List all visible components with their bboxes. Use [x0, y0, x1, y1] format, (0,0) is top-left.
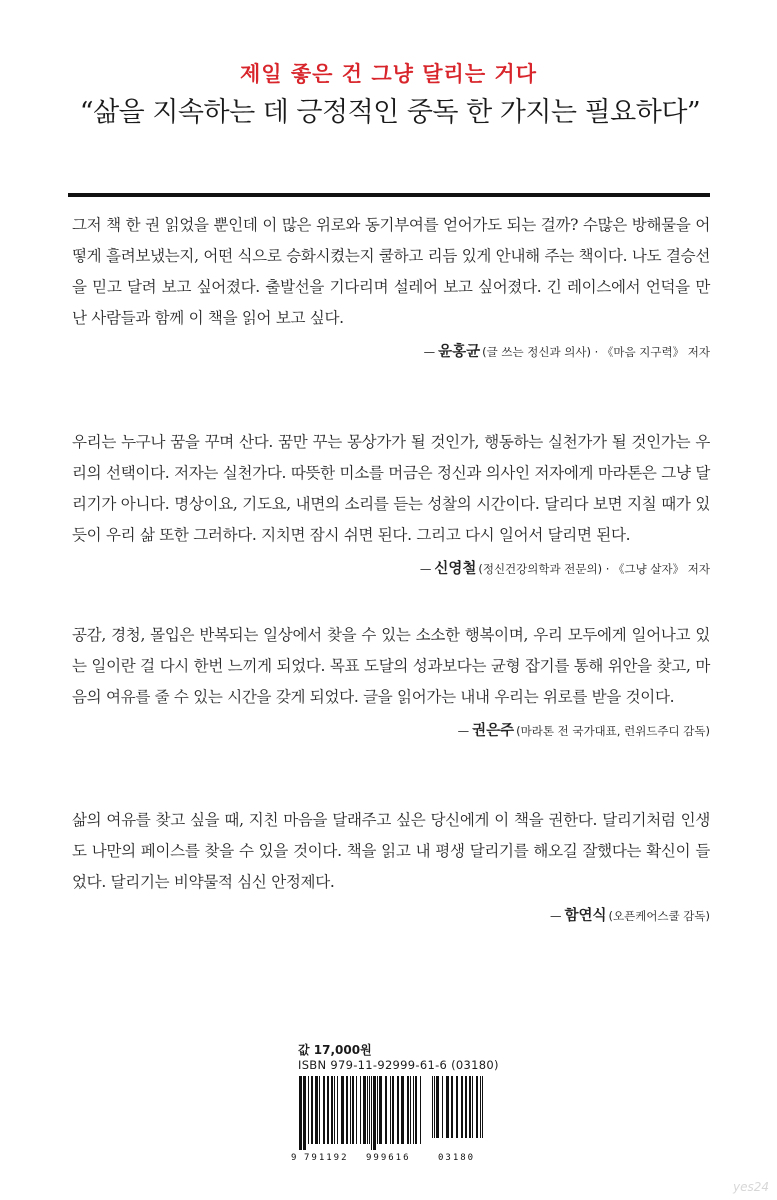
barcode-bar [442, 1076, 443, 1138]
barcode-bar [434, 1076, 435, 1138]
barcode-bar [401, 1076, 404, 1144]
isbn-barcode [290, 1076, 490, 1162]
barcode-bar [436, 1076, 439, 1138]
barcode-bar [311, 1076, 313, 1144]
review-text: 우리는 누구나 꿈을 꾸며 산다. 꿈만 꾸는 몽상가가 될 것인가, 행동하는 실천가가 될 것인가는 우리의 선택이다. 저자는 실천가다. 따뜻한 미소를 머금은 정신과 의사인 저자에게 마라톤은 그냥 달리기가 아니다. 명상이요, 기도요, 내면의 소리를 듣는 성찰의 시간이다. 달리다 보면 지칠 때가 있듯이 우리 삶 또한 그러하다. 지치면 잠시 쉬면 된다. 그리고 다시 일어서 달리면 된다. [72, 433, 710, 544]
barcode-bar [360, 1076, 361, 1144]
price-label: 값 17,000원 [298, 1043, 372, 1057]
barcode-addon-digits: 03180 [438, 1153, 476, 1162]
reviewer-name: 함연식 [564, 908, 607, 924]
barcode-bar [356, 1076, 357, 1144]
barcode-bar [456, 1076, 458, 1138]
barcode-bar [363, 1076, 366, 1144]
review-4 [72, 805, 710, 925]
barcode-bar [482, 1076, 483, 1138]
barcode-bar [377, 1076, 378, 1144]
barcode-bar [432, 1076, 433, 1138]
reviewer-credit: (오픈케어스쿨 감독) [608, 909, 710, 923]
review-3 [72, 620, 710, 740]
barcode-bar [299, 1076, 302, 1150]
barcode-bar [315, 1076, 318, 1144]
barcode-right-digits: 999616 [366, 1153, 411, 1162]
barcode-bar [373, 1076, 376, 1150]
barcode-bar [472, 1076, 473, 1138]
review-attribution [72, 719, 710, 740]
review-2 [72, 427, 710, 578]
reviewer-name: 신영철 [434, 561, 477, 577]
price-block [298, 1043, 528, 1073]
barcode-bar [420, 1076, 421, 1144]
attribution-dash: — [419, 562, 432, 576]
attribution-dash: — [549, 909, 562, 923]
reviewer-name: 윤홍균 [438, 344, 481, 360]
barcode-lead-digit: 9 [291, 1153, 297, 1162]
barcode-bar [367, 1076, 368, 1144]
review-1 [72, 210, 710, 361]
barcode-bar [327, 1076, 329, 1144]
isbn-label: ISBN 979-11-92999-61-6 (03180) [298, 1058, 499, 1072]
barcode-bar [352, 1076, 354, 1144]
barcode-bar [480, 1076, 481, 1138]
barcode-bar [410, 1076, 411, 1144]
barcode-bar [392, 1076, 394, 1144]
review-text: 삶의 여유를 찾고 싶을 때, 지친 마음을 달래주고 싶은 당신에게 이 책을 권한다. 달리기처럼 인생도 나만의 페이스를 찾을 수 있을 것이다. 책을 읽고 내 평생 달리기를 해오길 잘했다는 확신이 들었다. 달리기는 비약물적 심신 안정제다. [72, 811, 710, 891]
barcode-bar [369, 1076, 370, 1144]
barcode-bar [469, 1076, 471, 1138]
barcode-bar [337, 1076, 338, 1144]
barcode-bar [407, 1076, 409, 1144]
barcode-bar [331, 1076, 333, 1144]
barcode-bar [303, 1076, 306, 1150]
review-text: 그저 책 한 권 읽었을 뿐인데 이 많은 위로와 동기부여를 얻어가도 되는 걸까? 수많은 방해물을 어떻게 흘려보냈는지, 어떤 식으로 승화시켰는지 쿨하고 리듬 있게 안내해 주는 책이다. 나도 결승선을 믿고 달려 보고 싶어졌다. 출발선을 기다리며 설레어 보고 싶어졌다. 긴 레이스에서 언덕을 만난 사람들과 함께 이 책을 읽어 보고 싶다. [72, 216, 710, 327]
barcode-bar [371, 1076, 372, 1150]
reviewer-name: 권은주 [472, 723, 515, 739]
barcode-main-bars [299, 1076, 421, 1150]
barcode-bar [461, 1076, 463, 1138]
watermark-logo: yes24 [732, 1180, 769, 1194]
barcode-bar [413, 1076, 414, 1144]
barcode-left-digits: 791192 [304, 1153, 349, 1162]
attribution-dash: — [457, 724, 470, 738]
barcode-bar [323, 1076, 325, 1144]
barcode-bar [341, 1076, 344, 1144]
barcode-bar [308, 1076, 309, 1144]
reviewer-credit: (글 쓰는 정신과 의사) · 《마음 지구력》 저자 [482, 345, 710, 359]
attribution-dash: — [423, 345, 436, 359]
barcode-bar [350, 1076, 351, 1144]
barcode-bar [465, 1076, 467, 1138]
barcode-bar [379, 1076, 382, 1144]
review-attribution [72, 340, 710, 361]
barcode-bar [397, 1076, 399, 1144]
review-attribution [72, 557, 710, 578]
review-attribution [72, 904, 710, 925]
barcode-bar [451, 1076, 453, 1138]
barcode-bar [415, 1076, 417, 1144]
barcode-bar [334, 1076, 335, 1144]
barcode-bar [385, 1076, 387, 1144]
reviewer-credit: (마라톤 전 국가대표, 런위드주디 감독) [516, 724, 710, 738]
barcode-bar [476, 1076, 478, 1138]
barcode-addon-bars [432, 1076, 483, 1138]
barcode-bar [446, 1076, 449, 1138]
barcode-bar [346, 1076, 348, 1144]
reviewer-credit: (정신건강의학과 전문의) · 《그냥 살자》 저자 [478, 562, 710, 576]
barcode-bar [390, 1076, 391, 1144]
barcode-bar [319, 1076, 320, 1144]
review-text: 공감, 경청, 몰입은 반복되는 일상에서 찾을 수 있는 소소한 행복이며, 우리 모두에게 일어나고 있는 일이란 걸 다시 한번 느끼게 되었다. 목표 도달의 성과보다는 균형 잡기를 통해 위안을 찾고, 마음의 여유를 줄 수 있는 시간을 갖게 되었다. 글을 읽어가는 내내 우리는 위로를 받을 것이다. [72, 626, 710, 706]
divider-rule [68, 193, 710, 197]
headline-quote: “삶을 지속하는 데 긍정적인 중독 한 가지는 필요하다” [79, 97, 701, 128]
tagline: 제일 좋은 건 그냥 달리는 거다 [240, 62, 537, 86]
